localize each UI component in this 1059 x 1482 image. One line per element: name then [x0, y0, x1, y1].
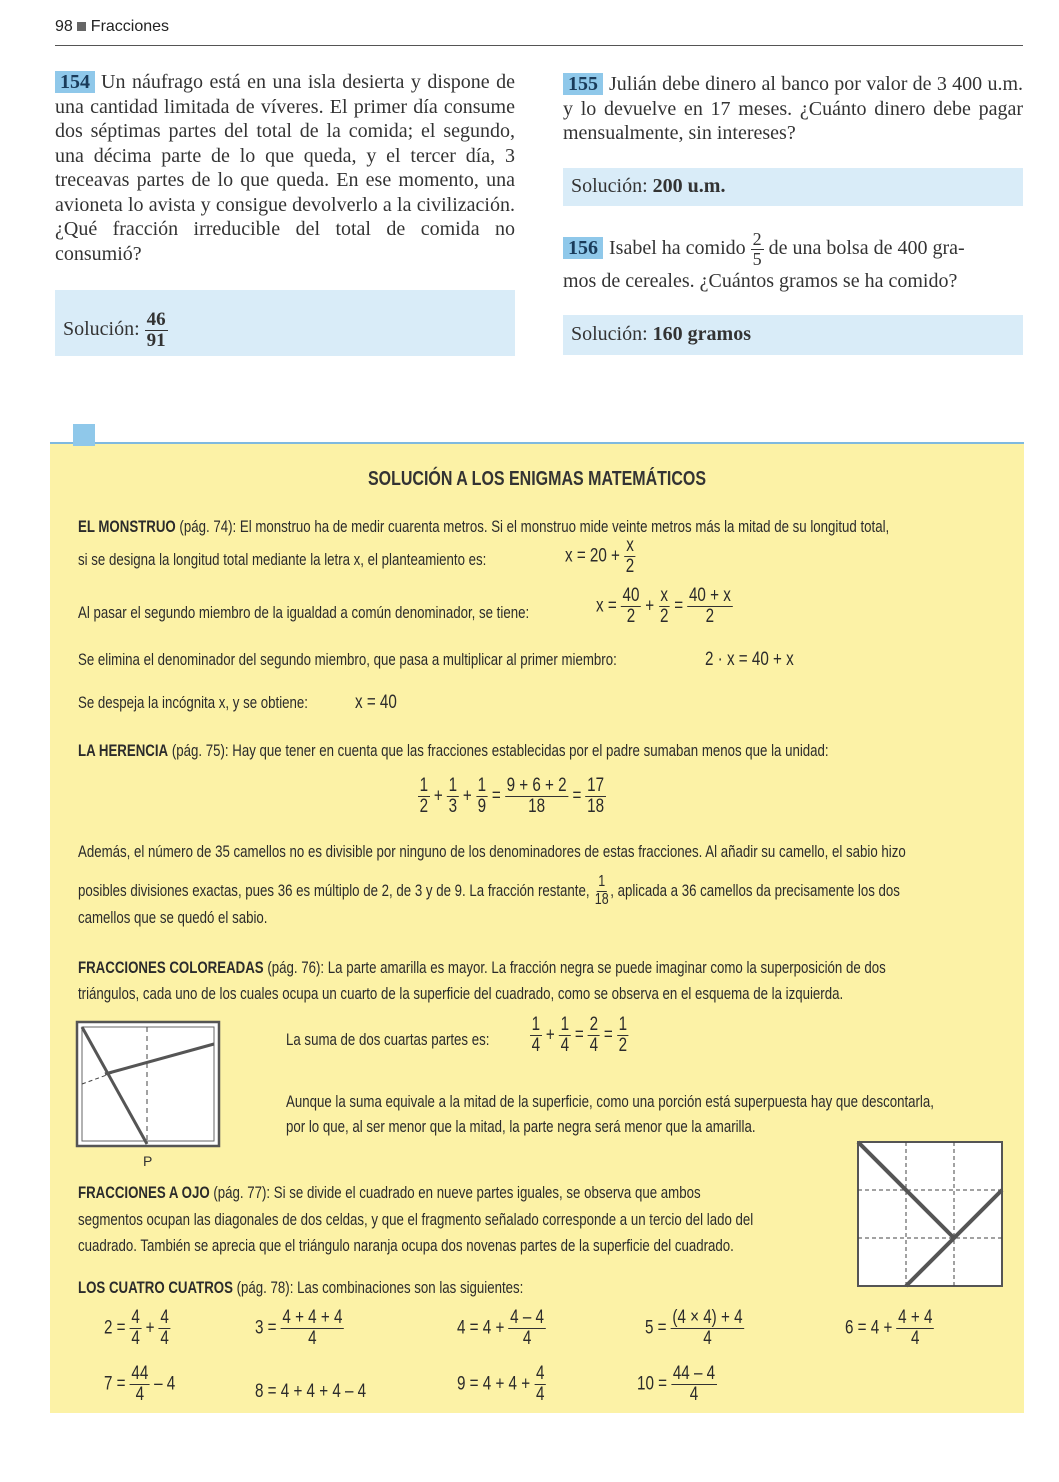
enigmas-top-rule — [50, 442, 1024, 444]
cuatro-line-1 — [78, 1278, 523, 1298]
fraction-numerator: 4 – 4 — [510, 1307, 544, 1328]
solution-value: 160 gramos — [652, 323, 751, 345]
equation-8: 8 = 4 + 4 + 4 – 4 — [255, 1381, 367, 1402]
fraction-numerator: (4 × 4) + 4 — [672, 1307, 743, 1328]
fraction-denominator: 4 — [703, 1327, 712, 1349]
solution-fraction — [145, 310, 168, 351]
problem-155 — [563, 72, 1023, 146]
fraction-denominator: 5 — [752, 248, 762, 269]
solution-box-154 — [55, 290, 515, 356]
section-heading: LOS CUATRO CUATROS — [78, 1278, 233, 1297]
body-text: , aplicada a 36 camellos da precisamente los dos — [610, 880, 900, 900]
fraction-denominator: 4 — [135, 1383, 145, 1405]
herencia-line-2: Además, el número de 35 camellos no es divisible por ninguno de los denominadores de estas fracciones. Al añadir su camello, el sabio hizo — [78, 842, 906, 861]
operator: = — [674, 595, 684, 617]
fraction-denominator: 2 — [419, 795, 429, 817]
solution-label: Solución: — [571, 323, 648, 345]
monstruo-eq-3: 2 · x = 40 + x — [705, 649, 794, 670]
fraction-numerator: 40 — [622, 585, 640, 606]
body-text: Hay que tener en cuenta que las fracciones establecidas por el padre sumaban menos que la unidad: — [232, 741, 829, 760]
section-heading: EL MONSTRUO — [78, 517, 176, 536]
fraction-numerator: 1 — [477, 775, 487, 796]
page-ref: (pág. 78): — [236, 1278, 294, 1297]
problem-text: Un náufrago está en una isla desierta y dispone de una cantidad limitada de víveres. El primer día consume dos séptimas partes del total de la comida; el segundo, una décima parte de lo que queda, y el tercer día, 3 treceavas partes de lo que queda. En ese momento, una avioneta lo avista y consigue devolverlo a la civilización. ¿Qué fracción irreducible del total de comida no consumió? — [55, 71, 515, 265]
coloreadas-line-3: Aunque la suma equivale a la mitad de la superficie, como una porción está superpuesta hay que descontarla, — [286, 1092, 934, 1111]
header-rule — [55, 45, 1023, 46]
fraction — [130, 1308, 142, 1349]
fraction-denominator: 18 — [587, 795, 605, 817]
operator: + — [462, 785, 472, 807]
equation-text: x = — [596, 595, 617, 617]
fraction — [505, 776, 568, 817]
problem-text: Isabel ha comido — [609, 236, 746, 259]
problem-text: de una bolsa de 400 gra- — [768, 236, 965, 259]
fraction — [617, 1015, 629, 1056]
equation-text: 3 = — [255, 1317, 277, 1339]
equation-text: – 4 — [154, 1373, 176, 1395]
fraction-numerator: 1 — [560, 1014, 570, 1035]
fraction-numerator: 1 — [531, 1014, 541, 1035]
equation-text: 4 = 4 + — [457, 1317, 505, 1339]
coloreadas-sum-label: La suma de dos cuartas partes es: — [286, 1030, 490, 1049]
section-heading: FRACCIONES COLOREADAS — [78, 958, 264, 977]
fraction-numerator: 46 — [146, 309, 166, 330]
fraction-numerator: 4 — [160, 1307, 169, 1328]
equation-text: 6 = 4 + — [845, 1317, 893, 1339]
fraction-denominator: 9 — [477, 795, 487, 817]
fraction — [621, 586, 641, 627]
operator: + — [645, 595, 655, 617]
equation-5 — [645, 1308, 744, 1349]
equation-6 — [845, 1308, 934, 1349]
fraction-numerator: 1 — [598, 873, 606, 890]
problem-154 — [55, 70, 515, 266]
equation-3 — [255, 1308, 344, 1349]
fraction — [687, 586, 732, 627]
equation-text: 9 = 4 + 4 + — [457, 1373, 531, 1395]
monstruo-line-4: Se elimina el denominador del segundo miembro, que pasa a multiplicar al primer miembro: — [78, 650, 617, 669]
fraction — [586, 776, 606, 817]
fraction-numerator: x — [626, 535, 634, 556]
enigmas-marker — [73, 424, 95, 446]
page-ref: (pág. 75): — [171, 741, 229, 760]
fraction-numerator: 2 — [589, 1014, 599, 1035]
body-text: Las combinaciones son las siguientes: — [297, 1278, 524, 1297]
fraction — [559, 1015, 571, 1056]
herencia-line-4: camellos que se quedó el sabio. — [78, 908, 268, 927]
monstruo-eq-4: x = 40 — [355, 692, 397, 713]
fraction-denominator: 4 — [522, 1327, 532, 1349]
problem-number: 154 — [55, 71, 95, 93]
enigmas-title: SOLUCIÓN A LOS ENIGMAS MATEMÁTICOS — [367, 468, 707, 490]
fraction-denominator: 4 — [531, 1034, 541, 1056]
body-text: La parte amarilla es mayor. La fracción negra se puede imaginar como la superposición de dos — [327, 958, 886, 977]
problem-text: Julián debe dinero al banco por valor de 3 400 u.m. y lo devuelve en 17 meses. ¿Cuánto dinero debe pagar mensualmente, sin intereses? — [563, 73, 1023, 144]
monstruo-eq-1 — [565, 536, 636, 577]
equation-text: 7 = — [104, 1373, 126, 1395]
page-number: 98 — [55, 18, 73, 35]
fraction-numerator: 1 — [448, 775, 458, 796]
fraction — [281, 1308, 344, 1349]
monstruo-line-2: si se designa la longitud total mediante la letra x, el planteamiento es: — [78, 550, 487, 569]
operator: = — [572, 785, 582, 807]
operator: = — [491, 785, 501, 807]
fraction-denominator: 4 — [689, 1383, 699, 1405]
fraction-denominator: 2 — [626, 605, 636, 627]
fraction-numerator: x — [660, 585, 668, 606]
fraction-denominator: 3 — [448, 795, 458, 817]
fraction — [509, 1308, 546, 1349]
monstruo-line-1 — [78, 517, 889, 537]
fraction-numerator: 44 – 4 — [672, 1363, 716, 1384]
problem-156 — [563, 230, 1023, 293]
fraction — [658, 586, 670, 627]
inner-square — [82, 1027, 214, 1141]
fraction — [593, 874, 610, 909]
fraction-numerator: 9 + 6 + 2 — [506, 775, 567, 796]
fraction — [418, 776, 430, 817]
fraction — [671, 1364, 716, 1405]
monstruo-line-3: Al pasar el segundo miembro de la igualdad a común denominador, se tiene: — [78, 603, 530, 622]
monstruo-line-5: Se despeja la incógnita x, y se obtiene: — [78, 693, 309, 712]
herencia-equation — [418, 776, 606, 817]
fraction-numerator: 40 + x — [688, 585, 731, 606]
equation-2: 2 = $\frac{4}{4}$ + $\frac{4}{4}$ — [104, 1307, 169, 1349]
fraction-denominator: 4 — [911, 1327, 920, 1349]
body-text: El monstruo ha de medir cuarenta metros. Si el monstruo mide veinte metros más la mitad de su longitud total, — [239, 517, 890, 536]
coloreadas-line-2: triángulos, cada uno de los cuales ocupa un cuarto de la superficie del cuadrado, como se observa en el esquema de la izquierda. — [78, 984, 844, 1003]
ojo-line-3: cuadrado. También se aprecia que el triángulo naranja ocupa dos novenas partes de la superficie del cuadrado. — [78, 1236, 734, 1255]
page-header — [55, 18, 169, 36]
header-square-icon — [77, 22, 86, 31]
fraction-denominator: 2 — [659, 605, 669, 627]
solution-box-155 — [563, 168, 1023, 206]
fraction-denominator: 18 — [528, 795, 546, 817]
body-text: posibles divisiones exactas, pues 36 es múltiplo de 2, de 3 y de 9. La fracción restante, — [78, 880, 590, 900]
coloreadas-equation: $\frac{1}{4}$ + $\frac{1}{4}$ = $\frac{2}{4}$ = $\frac{1}{2}$ — [531, 1014, 628, 1056]
operator: + — [433, 785, 443, 807]
coloreadas-line-1 — [78, 958, 886, 978]
fraction-denominator: 2 — [705, 605, 715, 627]
problem-text: mos de cereales. ¿Cuántos gramos se ha comido? — [563, 269, 958, 292]
fraction — [671, 1308, 744, 1349]
fraction-denominator: 91 — [146, 329, 166, 351]
fraction-numerator: 1 — [419, 775, 429, 796]
problem-number: 155 — [563, 73, 603, 95]
point-label-p: P — [143, 1153, 153, 1169]
page-ref: (pág. 77): — [213, 1183, 271, 1202]
equation-text: 5 = — [645, 1317, 667, 1339]
problem-fraction — [751, 230, 764, 269]
fraction-numerator: 4 + 4 — [898, 1307, 933, 1328]
fraction — [476, 776, 488, 817]
fraction-denominator: 18 — [594, 890, 609, 908]
fraction-denominator: 4 — [535, 1383, 545, 1405]
ojo-grid-diagram — [856, 1140, 1006, 1290]
fraction-numerator: 17 — [587, 775, 605, 796]
body-text: Si se divide el cuadrado en nueve partes iguales, se observa que ambos — [273, 1183, 701, 1202]
fraction-denominator: 4 — [131, 1327, 140, 1349]
fraction-denominator: 4 — [560, 1034, 570, 1056]
ojo-line-1 — [78, 1183, 701, 1203]
fraction-numerator: 44 — [131, 1363, 149, 1384]
fraction — [624, 536, 636, 577]
equation-9 — [457, 1364, 546, 1405]
fraction — [530, 1015, 542, 1056]
fraction — [897, 1308, 934, 1349]
fraction-numerator: 4 + 4 + 4 — [282, 1307, 343, 1328]
fraction — [588, 1015, 600, 1056]
equation-text: 10 = — [637, 1373, 668, 1395]
fraction-numerator: 2 — [752, 229, 762, 249]
section-heading: FRACCIONES A OJO — [78, 1183, 210, 1202]
equation-4 — [457, 1308, 546, 1349]
fraction — [447, 776, 459, 817]
fraction-numerator: 4 — [535, 1363, 545, 1384]
fraction-denominator: 4 — [589, 1034, 599, 1056]
ojo-line-2: segmentos ocupan las diagonales de dos celdas, y que el fragmento señalado corresponde a un tercio del lado del — [78, 1210, 754, 1229]
fraction — [534, 1364, 546, 1405]
equation-text: 2 = — [104, 1317, 126, 1339]
solution-box-156 — [563, 315, 1023, 355]
fraction — [159, 1308, 171, 1349]
problem-number: 156 — [563, 237, 603, 259]
fraction-denominator: 4 — [160, 1327, 169, 1349]
page-ref: (pág. 76): — [267, 958, 325, 977]
solution-label: Solución: — [571, 175, 648, 197]
equation-10 — [637, 1364, 717, 1405]
fraction-numerator: 4 — [131, 1307, 140, 1328]
section-title: Fracciones — [90, 18, 170, 35]
solution-label: Solución: — [63, 318, 140, 341]
page-ref: (pág. 74): — [179, 517, 237, 536]
fraction-denominator: 4 — [308, 1327, 317, 1349]
section-heading: LA HERENCIA — [78, 741, 169, 760]
herencia-line-3 — [78, 874, 900, 909]
fraction-denominator: 2 — [618, 1034, 628, 1056]
equation-text: x = 20 + — [565, 545, 620, 567]
fraction — [130, 1364, 150, 1405]
fraction-numerator: 1 — [618, 1014, 628, 1035]
herencia-line-1 — [78, 741, 829, 761]
equation-7 — [104, 1364, 175, 1405]
monstruo-eq-2 — [596, 586, 732, 627]
coloreadas-line-4: por lo que, al ser menor que la mitad, la parte negra será menor que la amarilla. — [286, 1117, 756, 1136]
solution-value: 200 u.m. — [652, 175, 726, 197]
coloreadas-diagram — [75, 1020, 225, 1170]
fraction-denominator: 2 — [625, 555, 635, 577]
